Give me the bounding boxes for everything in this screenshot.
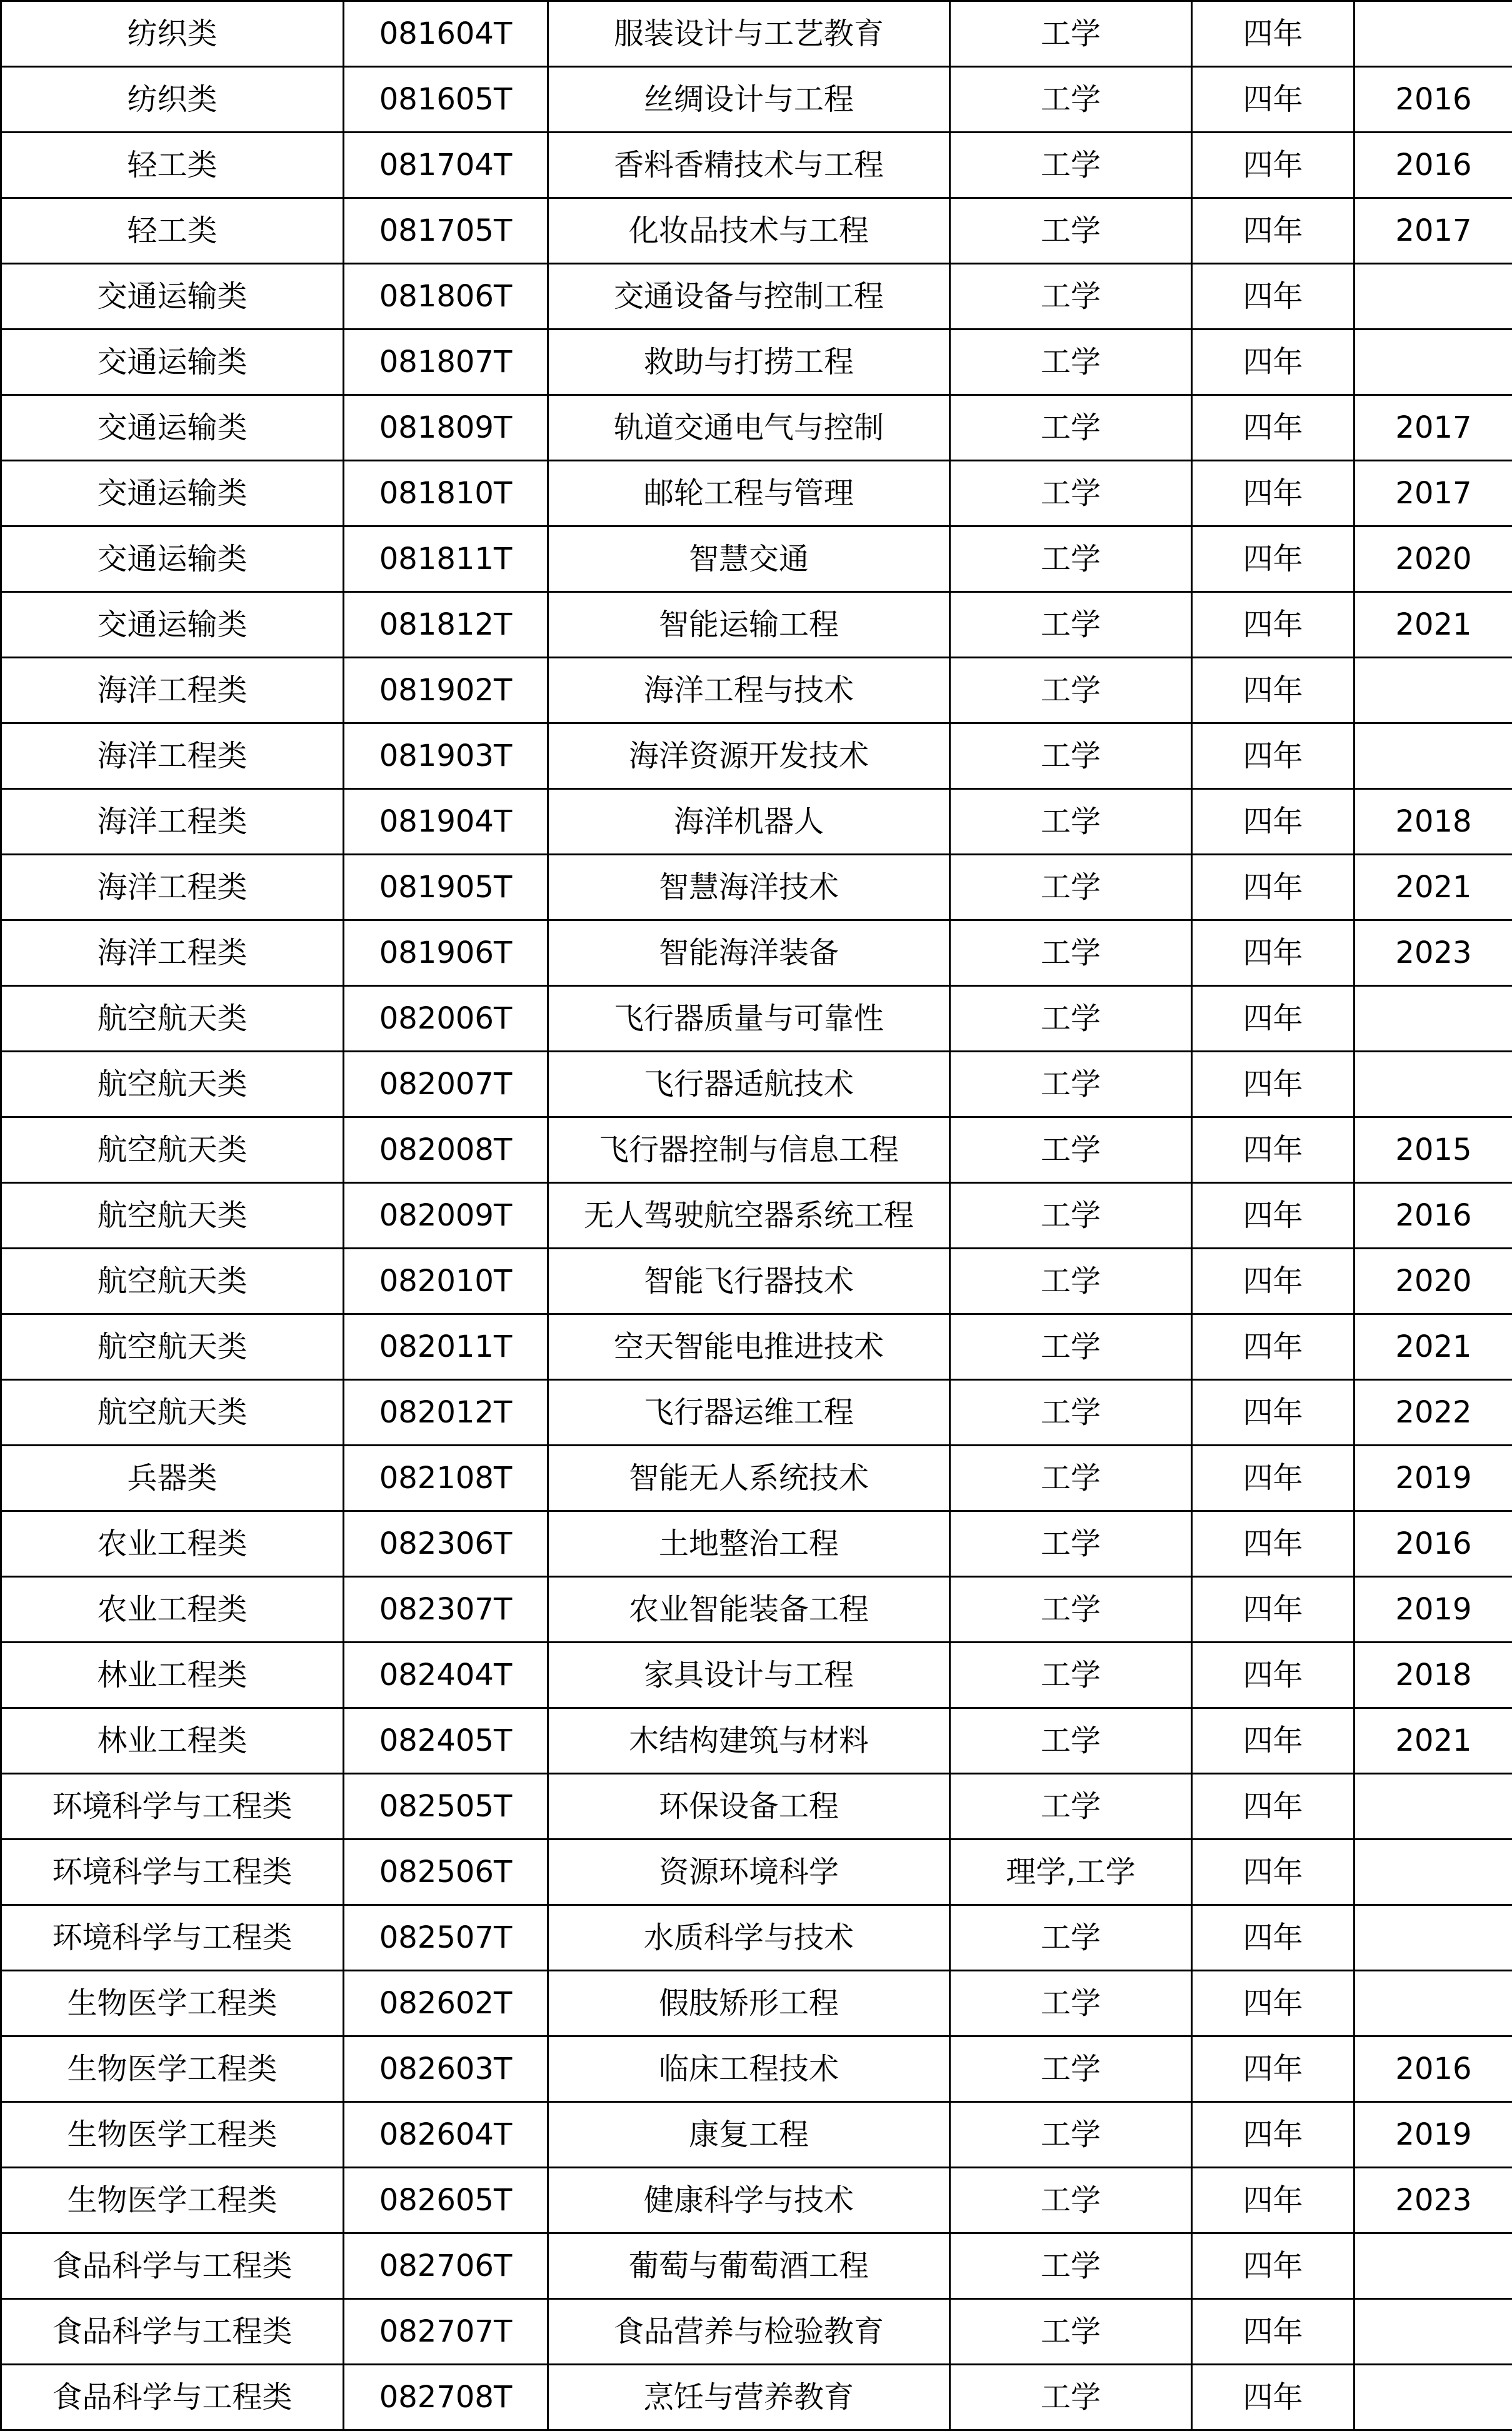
duration-cell: 四年 [1192,1708,1354,1774]
discipline-cell: 工学 [950,2233,1192,2299]
major-name-cell: 飞行器质量与可靠性 [548,986,950,1052]
year-added-cell: 2016 [1354,2036,1512,2102]
duration-cell: 四年 [1192,723,1354,789]
duration-cell: 四年 [1192,1905,1354,1971]
discipline-cell: 工学 [950,723,1192,789]
major-name-cell: 智慧海洋技术 [548,855,950,920]
table-row [1,2168,1512,2233]
major-name-cell: 邮轮工程与管理 [548,461,950,526]
discipline-cell: 工学 [950,1511,1192,1577]
code-cell: 082009T [344,1183,548,1249]
discipline-cell: 理学,工学 [950,1840,1192,1905]
year-added-cell [1354,986,1512,1052]
duration-cell: 四年 [1192,2299,1354,2365]
major-name-cell: 丝绸设计与工程 [548,67,950,133]
major-name-cell: 食品营养与检验教育 [548,2299,950,2365]
table-row [1,1840,1512,1905]
category-cell: 交通运输类 [1,592,344,658]
category-cell: 生物医学工程类 [1,2168,344,2233]
category-cell: 航空航天类 [1,1249,344,1314]
year-added-cell: 2019 [1354,1577,1512,1643]
duration-cell: 四年 [1192,1643,1354,1708]
code-cell: 082602T [344,1971,548,2036]
table-row [1,2233,1512,2299]
table-row [1,920,1512,986]
category-cell: 轻工类 [1,133,344,198]
table-row [1,330,1512,395]
code-cell: 082708T [344,2365,548,2430]
discipline-cell: 工学 [950,855,1192,920]
category-cell: 海洋工程类 [1,920,344,986]
discipline-cell: 工学 [950,264,1192,330]
discipline-cell: 工学 [950,1,1192,67]
code-cell: 082011T [344,1314,548,1380]
code-cell: 081906T [344,920,548,986]
year-added-cell: 2022 [1354,1380,1512,1446]
discipline-cell: 工学 [950,461,1192,526]
major-name-cell: 智能海洋装备 [548,920,950,986]
duration-cell: 四年 [1192,2036,1354,2102]
code-cell: 082007T [344,1052,548,1117]
code-cell: 082012T [344,1380,548,1446]
category-cell: 食品科学与工程类 [1,2365,344,2430]
discipline-cell: 工学 [950,2036,1192,2102]
category-cell: 纺织类 [1,1,344,67]
code-cell: 081812T [344,592,548,658]
code-cell: 082404T [344,1643,548,1708]
year-added-cell [1354,2365,1512,2430]
category-cell: 环境科学与工程类 [1,1905,344,1971]
major-name-cell: 飞行器控制与信息工程 [548,1117,950,1183]
duration-cell: 四年 [1192,1314,1354,1380]
discipline-cell: 工学 [950,1708,1192,1774]
major-name-cell: 康复工程 [548,2102,950,2168]
code-cell: 081905T [344,855,548,920]
category-cell: 航空航天类 [1,986,344,1052]
category-cell: 航空航天类 [1,1380,344,1446]
duration-cell: 四年 [1192,395,1354,461]
duration-cell: 四年 [1192,592,1354,658]
table-row [1,461,1512,526]
year-added-cell: 2021 [1354,1708,1512,1774]
code-cell: 082307T [344,1577,548,1643]
year-added-cell: 2019 [1354,1446,1512,1511]
code-cell: 081810T [344,461,548,526]
discipline-cell: 工学 [950,526,1192,592]
table-row [1,592,1512,658]
code-cell: 081903T [344,723,548,789]
year-added-cell [1354,2233,1512,2299]
major-name-cell: 无人驾驶航空器系统工程 [548,1183,950,1249]
duration-cell: 四年 [1192,789,1354,855]
duration-cell: 四年 [1192,1446,1354,1511]
code-cell: 082006T [344,986,548,1052]
year-added-cell: 2018 [1354,789,1512,855]
duration-cell: 四年 [1192,1577,1354,1643]
year-added-cell: 2017 [1354,395,1512,461]
year-added-cell [1354,1905,1512,1971]
discipline-cell: 工学 [950,2365,1192,2430]
category-cell: 航空航天类 [1,1117,344,1183]
major-name-cell: 空天智能电推进技术 [548,1314,950,1380]
duration-cell: 四年 [1192,1840,1354,1905]
category-cell: 兵器类 [1,1446,344,1511]
category-cell: 交通运输类 [1,264,344,330]
discipline-cell: 工学 [950,1446,1192,1511]
discipline-cell: 工学 [950,1577,1192,1643]
code-cell: 081605T [344,67,548,133]
duration-cell: 四年 [1192,920,1354,986]
major-name-cell: 香料香精技术与工程 [548,133,950,198]
duration-cell: 四年 [1192,1380,1354,1446]
discipline-cell: 工学 [950,67,1192,133]
discipline-cell: 工学 [950,2168,1192,2233]
year-added-cell [1354,1840,1512,1905]
category-cell: 林业工程类 [1,1643,344,1708]
category-cell: 纺织类 [1,67,344,133]
discipline-cell: 工学 [950,133,1192,198]
code-cell: 081704T [344,133,548,198]
category-cell: 生物医学工程类 [1,1971,344,2036]
major-name-cell: 轨道交通电气与控制 [548,395,950,461]
table-row [1,1117,1512,1183]
major-name-cell: 飞行器适航技术 [548,1052,950,1117]
year-added-cell [1354,1971,1512,2036]
category-cell: 海洋工程类 [1,658,344,723]
table-row [1,2299,1512,2365]
table-row [1,1249,1512,1314]
table-row [1,1577,1512,1643]
duration-cell: 四年 [1192,264,1354,330]
discipline-cell: 工学 [950,986,1192,1052]
major-name-cell: 海洋资源开发技术 [548,723,950,789]
duration-cell: 四年 [1192,2168,1354,2233]
duration-cell: 四年 [1192,1511,1354,1577]
category-cell: 环境科学与工程类 [1,1840,344,1905]
table-row [1,986,1512,1052]
category-cell: 航空航天类 [1,1183,344,1249]
category-cell: 交通运输类 [1,526,344,592]
year-added-cell: 2017 [1354,198,1512,264]
year-added-cell: 2016 [1354,1511,1512,1577]
major-name-cell: 水质科学与技术 [548,1905,950,1971]
discipline-cell: 工学 [950,920,1192,986]
major-name-cell: 健康科学与技术 [548,2168,950,2233]
major-name-cell: 农业智能装备工程 [548,1577,950,1643]
major-name-cell: 假肢矫形工程 [548,1971,950,2036]
year-added-cell: 2016 [1354,133,1512,198]
table-row [1,658,1512,723]
year-added-cell: 2015 [1354,1117,1512,1183]
year-added-cell: 2023 [1354,920,1512,986]
year-added-cell [1354,1774,1512,1840]
duration-cell: 四年 [1192,1774,1354,1840]
table-row [1,1708,1512,1774]
code-cell: 082605T [344,2168,548,2233]
table-row [1,1971,1512,2036]
major-name-cell: 木结构建筑与材料 [548,1708,950,1774]
table-body [1,1,1512,2430]
year-added-cell: 2016 [1354,1183,1512,1249]
table-row [1,1774,1512,1840]
category-cell: 轻工类 [1,198,344,264]
table-row [1,855,1512,920]
major-name-cell: 智慧交通 [548,526,950,592]
year-added-cell: 2021 [1354,592,1512,658]
duration-cell: 四年 [1192,2365,1354,2430]
major-name-cell: 临床工程技术 [548,2036,950,2102]
year-added-cell [1354,330,1512,395]
table-row [1,2036,1512,2102]
major-name-cell: 土地整治工程 [548,1511,950,1577]
major-name-cell: 资源环境科学 [548,1840,950,1905]
discipline-cell: 工学 [950,198,1192,264]
code-cell: 082604T [344,2102,548,2168]
category-cell: 农业工程类 [1,1511,344,1577]
table-row [1,1446,1512,1511]
discipline-cell: 工学 [950,789,1192,855]
category-cell: 海洋工程类 [1,789,344,855]
discipline-cell: 工学 [950,1052,1192,1117]
year-added-cell [1354,658,1512,723]
duration-cell: 四年 [1192,1971,1354,2036]
duration-cell: 四年 [1192,1052,1354,1117]
table-row [1,67,1512,133]
code-cell: 082008T [344,1117,548,1183]
category-cell: 农业工程类 [1,1577,344,1643]
discipline-cell: 工学 [950,658,1192,723]
year-added-cell: 2019 [1354,2102,1512,2168]
year-added-cell: 2021 [1354,855,1512,920]
duration-cell: 四年 [1192,658,1354,723]
table-row [1,1314,1512,1380]
discipline-cell: 工学 [950,330,1192,395]
duration-cell: 四年 [1192,526,1354,592]
category-cell: 航空航天类 [1,1314,344,1380]
duration-cell: 四年 [1192,461,1354,526]
code-cell: 082507T [344,1905,548,1971]
category-cell: 航空航天类 [1,1052,344,1117]
code-cell: 082306T [344,1511,548,1577]
major-name-cell: 环保设备工程 [548,1774,950,1840]
major-name-cell: 智能无人系统技术 [548,1446,950,1511]
code-cell: 082010T [344,1249,548,1314]
code-cell: 082405T [344,1708,548,1774]
duration-cell: 四年 [1192,198,1354,264]
duration-cell: 四年 [1192,1249,1354,1314]
table-row [1,1183,1512,1249]
major-name-cell: 智能运输工程 [548,592,950,658]
code-cell: 081705T [344,198,548,264]
category-cell: 海洋工程类 [1,723,344,789]
duration-cell: 四年 [1192,133,1354,198]
category-cell: 食品科学与工程类 [1,2233,344,2299]
discipline-cell: 工学 [950,2102,1192,2168]
discipline-cell: 工学 [950,395,1192,461]
table-row [1,1905,1512,1971]
discipline-cell: 工学 [950,1905,1192,1971]
category-cell: 食品科学与工程类 [1,2299,344,2365]
discipline-cell: 工学 [950,1643,1192,1708]
discipline-cell: 工学 [950,1249,1192,1314]
duration-cell: 四年 [1192,855,1354,920]
code-cell: 081806T [344,264,548,330]
major-name-cell: 海洋机器人 [548,789,950,855]
table-row [1,1643,1512,1708]
code-cell: 082505T [344,1774,548,1840]
table-row [1,1052,1512,1117]
code-cell: 082108T [344,1446,548,1511]
year-added-cell: 2020 [1354,1249,1512,1314]
major-name-cell: 飞行器运维工程 [548,1380,950,1446]
major-name-cell: 烹饪与营养教育 [548,2365,950,2430]
duration-cell: 四年 [1192,1117,1354,1183]
discipline-cell: 工学 [950,1314,1192,1380]
year-added-cell: 2021 [1354,1314,1512,1380]
year-added-cell: 2016 [1354,67,1512,133]
major-name-cell: 家具设计与工程 [548,1643,950,1708]
year-added-cell [1354,1,1512,67]
table-row [1,1380,1512,1446]
table-row [1,2365,1512,2430]
duration-cell: 四年 [1192,986,1354,1052]
category-cell: 生物医学工程类 [1,2102,344,2168]
table-row [1,723,1512,789]
category-cell: 交通运输类 [1,395,344,461]
year-added-cell [1354,723,1512,789]
duration-cell: 四年 [1192,330,1354,395]
code-cell: 082603T [344,2036,548,2102]
year-added-cell: 2020 [1354,526,1512,592]
code-cell: 082707T [344,2299,548,2365]
category-cell: 环境科学与工程类 [1,1774,344,1840]
duration-cell: 四年 [1192,2233,1354,2299]
table-row [1,133,1512,198]
duration-cell: 四年 [1192,67,1354,133]
code-cell: 081604T [344,1,548,67]
year-added-cell: 2017 [1354,461,1512,526]
table-row [1,395,1512,461]
category-cell: 交通运输类 [1,461,344,526]
discipline-cell: 工学 [950,1117,1192,1183]
year-added-cell: 2023 [1354,2168,1512,2233]
major-name-cell: 服装设计与工艺教育 [548,1,950,67]
code-cell: 081807T [344,330,548,395]
discipline-cell: 工学 [950,2299,1192,2365]
major-name-cell: 交通设备与控制工程 [548,264,950,330]
table-row [1,1511,1512,1577]
code-cell: 081902T [344,658,548,723]
code-cell: 081811T [344,526,548,592]
year-added-cell [1354,264,1512,330]
discipline-cell: 工学 [950,592,1192,658]
discipline-cell: 工学 [950,1380,1192,1446]
code-cell: 082706T [344,2233,548,2299]
table-row [1,198,1512,264]
code-cell: 082506T [344,1840,548,1905]
discipline-cell: 工学 [950,1183,1192,1249]
category-cell: 生物医学工程类 [1,2036,344,2102]
major-name-cell: 葡萄与葡萄酒工程 [548,2233,950,2299]
major-name-cell: 智能飞行器技术 [548,1249,950,1314]
table-row [1,789,1512,855]
major-name-cell: 救助与打捞工程 [548,330,950,395]
code-cell: 081904T [344,789,548,855]
year-added-cell: 2018 [1354,1643,1512,1708]
duration-cell: 四年 [1192,1183,1354,1249]
duration-cell: 四年 [1192,1,1354,67]
table-row [1,264,1512,330]
discipline-cell: 工学 [950,1971,1192,2036]
year-added-cell [1354,1052,1512,1117]
category-cell: 交通运输类 [1,330,344,395]
code-cell: 081809T [344,395,548,461]
category-cell: 林业工程类 [1,1708,344,1774]
major-name-cell: 化妆品技术与工程 [548,198,950,264]
discipline-cell: 工学 [950,1774,1192,1840]
table-row [1,1,1512,67]
category-cell: 海洋工程类 [1,855,344,920]
year-added-cell [1354,2299,1512,2365]
table-row [1,2102,1512,2168]
table-row [1,526,1512,592]
duration-cell: 四年 [1192,2102,1354,2168]
major-name-cell: 海洋工程与技术 [548,658,950,723]
